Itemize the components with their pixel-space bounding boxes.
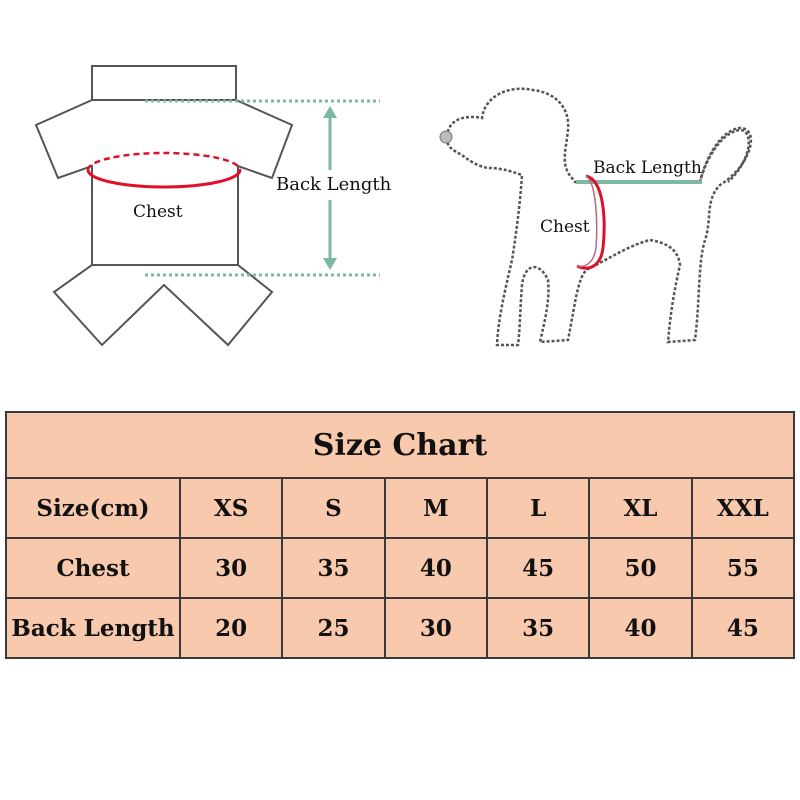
garment-diagram bbox=[36, 66, 392, 345]
dog-outline bbox=[447, 89, 751, 345]
garment-arrow-up-icon bbox=[323, 106, 337, 118]
dog-nose-icon bbox=[440, 131, 452, 143]
chest-value-cell: 45 bbox=[487, 538, 589, 598]
size-header-cell: XL bbox=[589, 478, 691, 538]
chest-value-cell: 30 bbox=[180, 538, 282, 598]
dog-chest-label: Chest bbox=[540, 217, 590, 237]
back-length-value-cell: 35 bbox=[487, 598, 589, 658]
garment-arrow-down-icon bbox=[323, 258, 337, 270]
chest-value-cell: 55 bbox=[692, 538, 794, 598]
size-header-cell: S bbox=[282, 478, 384, 538]
chest-value-cell: 35 bbox=[282, 538, 384, 598]
garment-chest-label: Chest bbox=[133, 202, 183, 222]
chest-value-cell: 40 bbox=[385, 538, 487, 598]
size-header-row bbox=[6, 478, 794, 538]
back-length-value-cell: 25 bbox=[282, 598, 384, 658]
illustrations bbox=[0, 0, 800, 380]
size-header-cell: M bbox=[385, 478, 487, 538]
garment-back-length-label: Back Length bbox=[276, 174, 392, 195]
size-chart-title-row bbox=[6, 412, 794, 478]
size-header-cell: XS bbox=[180, 478, 282, 538]
chest-row-label: Chest bbox=[6, 538, 180, 598]
back-length-row bbox=[6, 598, 794, 658]
dog-back-length-label: Back Length bbox=[593, 158, 702, 178]
back-length-value-cell: 30 bbox=[385, 598, 487, 658]
size-chart-title: Size Chart bbox=[6, 412, 794, 478]
size-chart-table bbox=[5, 411, 795, 659]
chest-value-cell: 50 bbox=[589, 538, 691, 598]
size-header-cell: L bbox=[487, 478, 589, 538]
back-length-row-label: Back Length bbox=[6, 598, 180, 658]
chest-row bbox=[6, 538, 794, 598]
size-header-label: Size(cm) bbox=[6, 478, 180, 538]
back-length-value-cell: 40 bbox=[589, 598, 691, 658]
back-length-value-cell: 20 bbox=[180, 598, 282, 658]
dog-diagram bbox=[440, 89, 751, 345]
size-header-cell: XXL bbox=[692, 478, 794, 538]
back-length-value-cell: 45 bbox=[692, 598, 794, 658]
